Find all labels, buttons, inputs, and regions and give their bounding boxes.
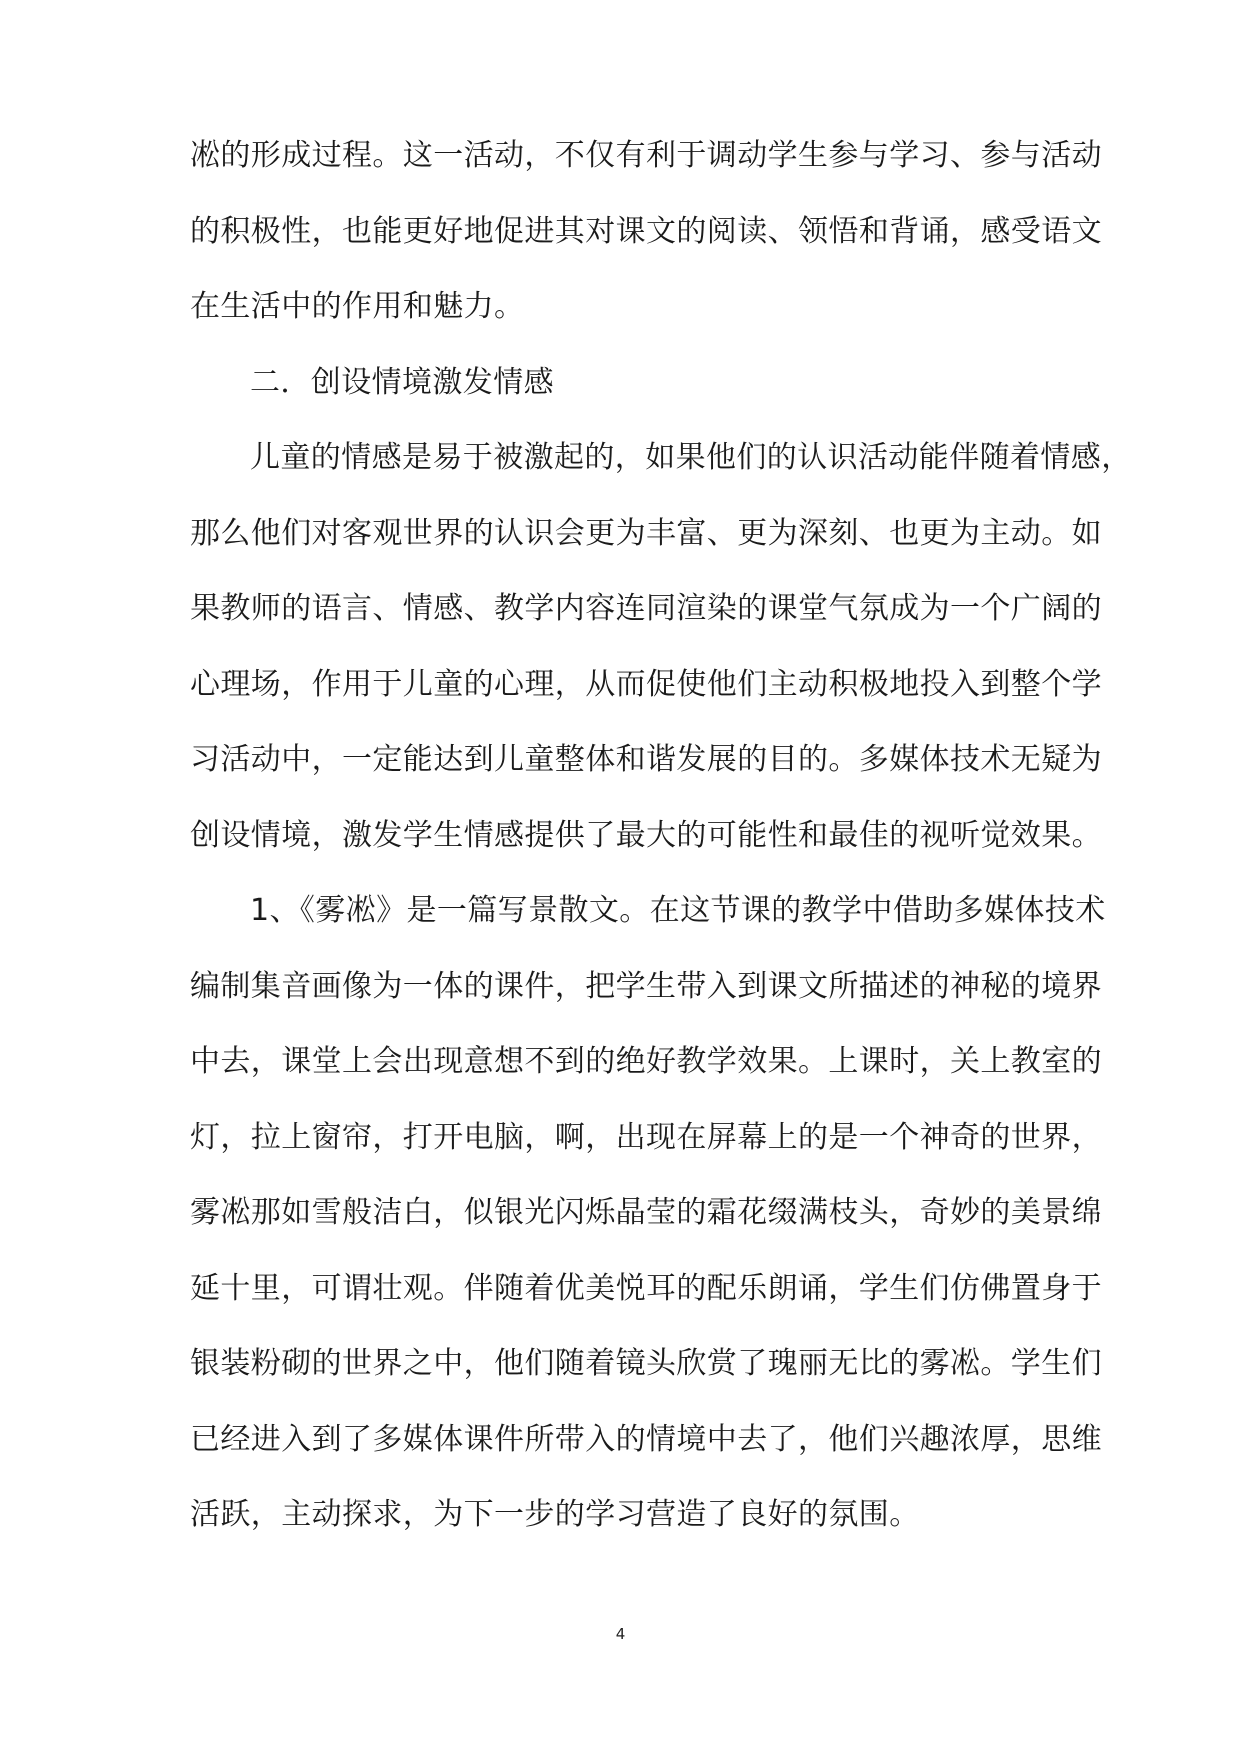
text-line: 雾凇那如雪般洁白，似银光闪烁晶莹的霜花缀满枝头，奇妙的美景绵	[190, 1195, 1102, 1230]
text-line: 在生活中的作用和魅力。	[190, 289, 525, 324]
text-line: 银装粉砌的世界之中，他们随着镜头欣赏了瑰丽无比的雾凇。学生们	[190, 1346, 1102, 1381]
text-line: 那么他们对客观世界的认识会更为丰富、更为深刻、也更为主动。如	[190, 515, 1102, 551]
text-line: 儿童的情感是易于被激起的，如果他们的认识活动能伴随着情感，	[250, 440, 1132, 475]
text-line: 灯，拉上窗帘，打开电脑，啊，出现在屏幕上的是一个神奇的世界，	[190, 1119, 1102, 1155]
text-line: 凇的形成过程。这一活动，不仅有利于调动学生参与学习、参与活动	[190, 138, 1102, 173]
text-line: 习活动中，一定能达到儿童整体和谐发展的目的。多媒体技术无疑为	[190, 742, 1102, 777]
text-line: 活跃，主动探求，为下一步的学习营造了良好的氛围。	[190, 1497, 920, 1532]
page-number: 4	[615, 1625, 626, 1643]
text-line: 创设情境，激发学生情感提供了最大的可能性和最佳的视听觉效果。	[190, 817, 1102, 853]
text-line: 心理场，作用于儿童的心理，从而促使他们主动积极地投入到整个学	[190, 666, 1102, 702]
text-line: 的积极性，也能更好地促进其对课文的阅读、领悟和背诵，感受语文	[190, 213, 1102, 249]
section-heading: 二．创设情境激发情感	[250, 364, 554, 400]
text-line: 中去，课堂上会出现意想不到的绝好教学效果。上课时，关上教室的	[190, 1044, 1102, 1079]
text-line: 已经进入到了多媒体课件所带入的情境中去了，他们兴趣浓厚，思维	[190, 1421, 1102, 1457]
text-line: 延十里，可谓壮观。伴随着优美悦耳的配乐朗诵，学生们仿佛置身于	[190, 1270, 1102, 1306]
text-line: 1、《雾凇》是一篇写景散文。在这节课的教学中借助多媒体技术	[250, 893, 1106, 928]
document-body	[190, 138, 1132, 1573]
text-line: 果教师的语言、情感、教学内容连同渲染的课堂气氛成为一个广阔的	[190, 591, 1102, 626]
text-line: 编制集音画像为一体的课件，把学生带入到课文所描述的神秘的境界	[190, 968, 1102, 1004]
